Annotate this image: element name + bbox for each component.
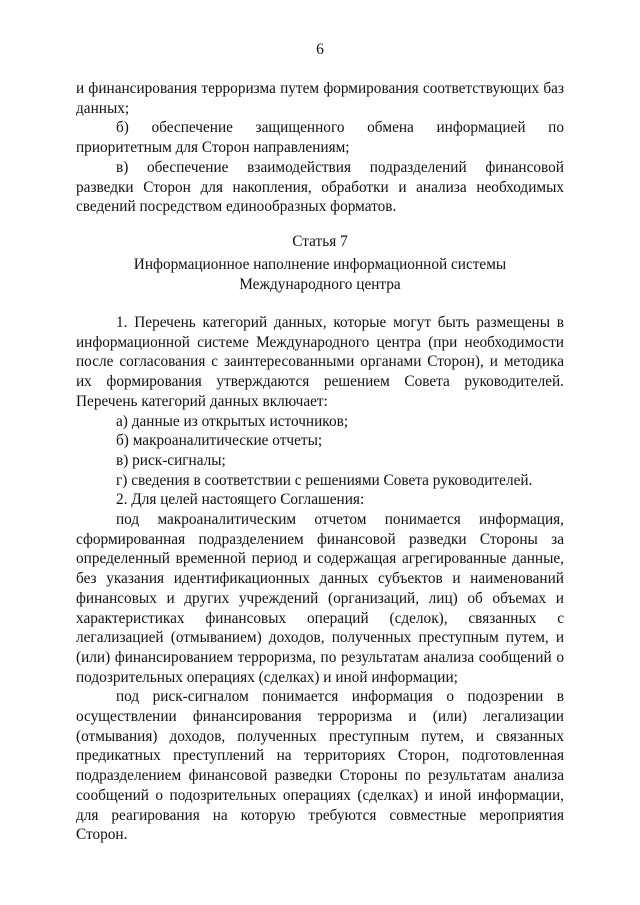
page-number: 6 (316, 41, 324, 58)
paragraph-2: 2. Для целей настоящего Соглашения: (116, 491, 365, 509)
list-item-g: г) сведения в соответствии с решениями Совета руководителей. (116, 471, 533, 489)
article-title-line-1: Информационное наполнение информационной системы (133, 256, 507, 273)
main-text-block (76, 313, 564, 845)
article-label: Статья 7 (292, 233, 348, 250)
list-item-v: в) риск-сигналы; (116, 451, 226, 469)
article-title-line-2: Международного центра (239, 276, 401, 293)
paragraph-continuation: и финансирования терроризма путем формирования соответствующих баз данных; (76, 80, 564, 117)
definition-risk-signal: под риск-сигналом понимается информация о подозрении в осуществлении финансирования терроризма и (или) легализации (отмывания) доходов, полученных преступным путем, и связанных предикатных преступлений на территориях Сторон, подготовленная подразделением финансовой разведки Стороны по результатам анализа сообщений о подозрительных операциях (сделках) и иной информации, для реагирования на которую требуются совместные мероприятия Сторон. (76, 688, 564, 844)
paragraph-1: 1. Перечень категорий данных, которые могут быть размещены в информационной системе Международного центра (при необходимости после согласования с заинтересованными органами Сторон), и методика их формирования утверждаются решением Совета руководителей. Перечень категорий данных включает: (76, 314, 564, 410)
top-text-block (76, 79, 564, 217)
article-title (76, 255, 564, 295)
list-item-b: б) макроаналитические отчеты; (116, 432, 323, 450)
definition-macroanalytic-report: под макроаналитическим отчетом понимается информация, сформированная подразделением финансовой разведки Стороны за определенный временной период и содержащая агрегированные данные, без указания идентификационных данных субъектов и наименований финансовых и других учреждений (организаций, лиц) об объемах и характеристиках финансовых операций (сделок), связанных с легализацией (отмыванием) доходов, полученных преступным путем, и (или) финансированием терроризма, по результатам анализа сообщений о подозрительных операциях (сделках) и иной информации; (76, 511, 564, 686)
paragraph-item-b: б) обеспечение защищенного обмена информацией по приоритетным для Сторон направлениям; (76, 119, 564, 157)
paragraph-item-v: в) обеспечение взаимодействия подразделений финансовой разведки Сторон для накопления, обработки и анализа необходимых сведений посредством единообразных форматов. (76, 158, 564, 216)
list-item-a: а) данные из открытых источников; (116, 412, 349, 430)
